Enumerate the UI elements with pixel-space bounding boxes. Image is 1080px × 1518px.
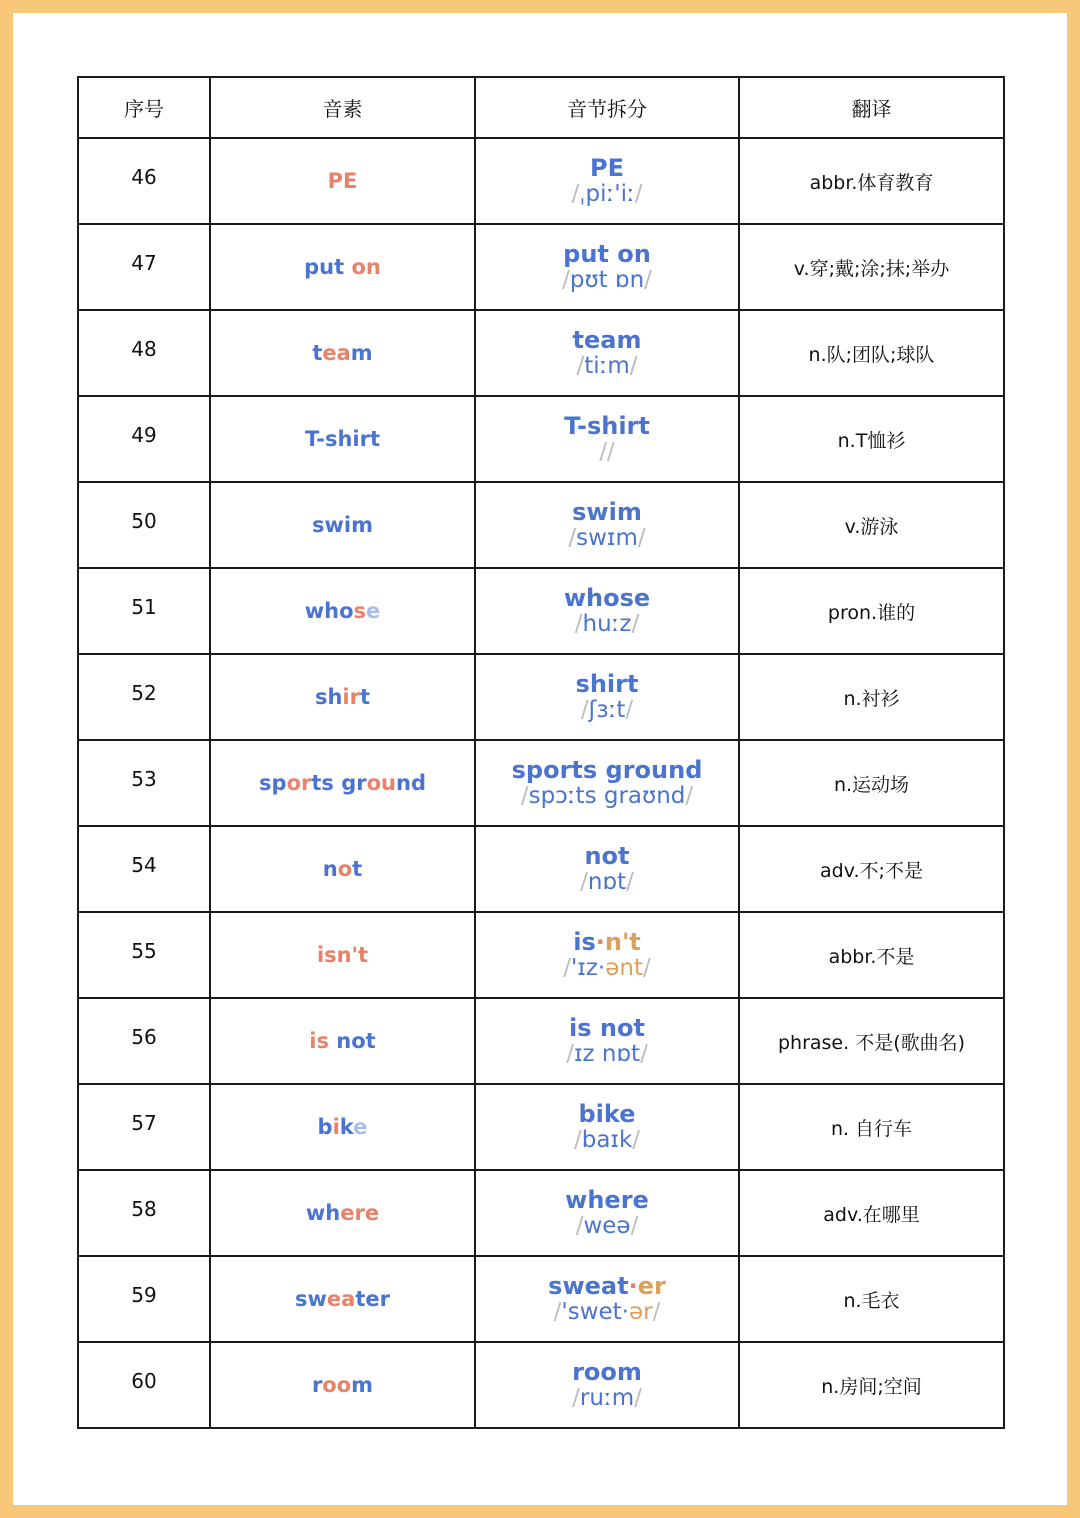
row-number-cell <box>78 1170 210 1256</box>
translation-cell <box>739 138 1004 224</box>
text-segment: huːz <box>582 611 632 637</box>
translation-cell <box>739 568 1004 654</box>
row-number-cell <box>78 1256 210 1342</box>
text-segment: wh <box>305 1201 341 1225</box>
slash-left: / <box>563 955 571 981</box>
slash-right: / <box>625 697 634 723</box>
syllable-cell <box>475 568 739 654</box>
row-number-cell <box>78 826 210 912</box>
slash-right: / <box>637 525 646 551</box>
row-number: 55 <box>131 939 157 963</box>
slash-left: / <box>574 611 583 637</box>
phonetic-transcription <box>476 611 738 637</box>
phoneme-cell <box>210 1170 475 1256</box>
translation-text: adv.不;不是 <box>820 859 923 882</box>
row-number-cell <box>78 740 210 826</box>
row-number: 54 <box>131 853 157 877</box>
phoneme-cell <box>210 1256 475 1342</box>
phoneme-word <box>211 1115 474 1139</box>
syllable-cell <box>475 224 739 310</box>
phoneme-word <box>211 599 474 623</box>
text-segment: PE <box>590 154 624 182</box>
slash-left: / <box>576 353 585 379</box>
slash-right: / <box>631 611 640 637</box>
phoneme-word <box>211 943 474 967</box>
text-segment: not <box>336 1029 376 1053</box>
header-phoneme: 音素 <box>210 77 475 138</box>
translation-text: pron.谁的 <box>827 601 916 624</box>
row-number-cell <box>78 998 210 1084</box>
slash-right: / <box>685 783 694 809</box>
syllable-cell <box>475 912 739 998</box>
text-segment: sp <box>259 771 287 795</box>
phoneme-word <box>211 685 474 709</box>
phonetic-transcription <box>476 439 738 465</box>
translation-text: adv.在哪里 <box>823 1203 920 1226</box>
translation-text: abbr.体育教育 <box>809 171 934 194</box>
slash-right: / <box>607 439 615 465</box>
text-segment: put on <box>563 240 651 268</box>
row-number: 47 <box>131 251 157 275</box>
header-row <box>78 77 1004 138</box>
phoneme-cell <box>210 310 475 396</box>
row-number: 52 <box>131 681 157 705</box>
translation-cell <box>739 1342 1004 1428</box>
phonetic-transcription <box>476 353 738 379</box>
table-row <box>78 224 1004 310</box>
syllable-word <box>476 241 738 267</box>
phoneme-cell <box>210 654 475 740</box>
text-segment: o <box>337 857 353 881</box>
text-segment: ər <box>629 1299 653 1325</box>
row-number: 56 <box>131 1025 157 1049</box>
table-body <box>78 138 1004 1428</box>
phonetic-transcription <box>476 525 738 551</box>
table-row <box>78 826 1004 912</box>
phoneme-word <box>211 1287 474 1311</box>
slash-right: / <box>652 1299 661 1325</box>
row-number-cell <box>78 396 210 482</box>
translation-cell <box>739 826 1004 912</box>
phonetic-transcription <box>476 1213 738 1239</box>
text-segment: room <box>572 1358 642 1386</box>
phoneme-cell <box>210 568 475 654</box>
row-number-cell <box>78 654 210 740</box>
translation-text: n.队;团队;球队 <box>808 343 935 366</box>
table-row <box>78 138 1004 224</box>
text-segment: where <box>565 1186 649 1214</box>
slash-right: / <box>629 353 638 379</box>
row-number: 57 <box>131 1111 157 1135</box>
translation-text: n.T恤衫 <box>837 429 906 452</box>
syllable-word <box>476 757 738 783</box>
text-segment: sh <box>314 685 343 709</box>
slash-right: / <box>640 1041 648 1067</box>
text-segment: not <box>584 842 630 870</box>
table-row <box>78 310 1004 396</box>
header-syllables: 音节拆分 <box>475 77 739 138</box>
text-segment: r <box>311 1373 323 1397</box>
text-segment: sw <box>295 1287 327 1311</box>
text-segment: n't <box>604 928 641 956</box>
text-segment: ruːm <box>579 1385 635 1411</box>
text-segment: · <box>628 1272 638 1300</box>
slash-right: / <box>630 1213 639 1239</box>
slash-left: / <box>573 1127 582 1153</box>
translation-cell <box>739 654 1004 740</box>
syllable-word <box>476 1015 738 1041</box>
translation-cell <box>739 310 1004 396</box>
syllable-cell <box>475 826 739 912</box>
text-segment: er <box>637 1272 666 1300</box>
slash-left: / <box>568 525 577 551</box>
translation-cell <box>739 912 1004 998</box>
phoneme-cell <box>210 138 475 224</box>
phonetic-transcription <box>476 1041 738 1067</box>
table-row <box>78 740 1004 826</box>
translation-text: n. 自行车 <box>830 1117 913 1140</box>
text-segment: tiːm <box>584 353 630 379</box>
row-number: 53 <box>131 767 157 791</box>
text-segment: · <box>595 928 605 956</box>
translation-cell <box>739 482 1004 568</box>
slash-right: / <box>644 267 652 293</box>
translation-text: n.衬衫 <box>843 687 900 710</box>
phoneme-word <box>211 169 474 193</box>
row-number-cell <box>78 1342 210 1428</box>
header-translation: 翻译 <box>739 77 1004 138</box>
vocabulary-table <box>77 76 1005 1429</box>
text-segment: t <box>312 341 323 365</box>
translation-text: n.运动场 <box>833 773 910 796</box>
text-segment: is <box>573 928 596 956</box>
phoneme-word <box>211 255 474 279</box>
syllable-cell <box>475 1342 739 1428</box>
phonetic-transcription <box>476 783 738 809</box>
phoneme-cell <box>210 1084 475 1170</box>
translation-text: n.毛衣 <box>843 1289 900 1312</box>
text-segment: isn't <box>316 943 369 967</box>
text-segment: i <box>332 1115 340 1139</box>
page-sheet <box>13 13 1067 1505</box>
text-segment: 'ɪz· <box>570 955 606 981</box>
slash-right: / <box>634 1385 642 1411</box>
table-row <box>78 1256 1004 1342</box>
syllable-word <box>476 1101 738 1127</box>
syllable-word <box>476 843 738 869</box>
table-row <box>78 482 1004 568</box>
syllable-word <box>476 499 738 525</box>
row-number-cell <box>78 482 210 568</box>
translation-cell <box>739 224 1004 310</box>
translation-text: n.房间;空间 <box>821 1375 922 1398</box>
syllable-cell <box>475 310 739 396</box>
text-segment: team <box>572 326 642 354</box>
text-segment: shirt <box>575 670 639 698</box>
text-segment: t <box>359 685 371 709</box>
slash-left: / <box>553 1299 562 1325</box>
text-segment: ˌpiː'iː <box>579 181 635 207</box>
text-segment: ere <box>340 1201 380 1225</box>
syllable-cell <box>475 396 739 482</box>
text-segment: nɒt <box>587 869 627 895</box>
syllable-word <box>476 327 738 353</box>
row-number-cell <box>78 310 210 396</box>
phonetic-transcription <box>476 181 738 207</box>
slash-left: / <box>580 697 589 723</box>
row-number: 49 <box>131 423 157 447</box>
text-segment: PE <box>327 169 358 193</box>
translation-cell <box>739 740 1004 826</box>
syllable-cell <box>475 1084 739 1170</box>
syllable-cell <box>475 482 739 568</box>
text-segment: swim <box>312 513 373 537</box>
text-segment: oo <box>322 1373 352 1397</box>
text-segment: who <box>304 599 354 623</box>
text-segment: whose <box>563 584 651 612</box>
text-segment: T-shirt <box>305 427 380 451</box>
phoneme-cell <box>210 482 475 568</box>
phoneme-word <box>211 1373 474 1397</box>
row-number-cell <box>78 138 210 224</box>
text-segment: baɪk <box>581 1127 633 1153</box>
phoneme-word <box>211 427 474 451</box>
row-number-cell <box>78 1084 210 1170</box>
translation-cell <box>739 396 1004 482</box>
syllable-word <box>476 929 738 955</box>
translation-cell <box>739 998 1004 1084</box>
phonetic-transcription <box>476 955 738 981</box>
syllable-cell <box>475 1256 739 1342</box>
slash-right: / <box>643 955 651 981</box>
slash-left: / <box>599 439 607 465</box>
text-segment: 'swet· <box>561 1299 629 1325</box>
text-segment: or <box>286 771 312 795</box>
text-segment: bike <box>578 1100 636 1128</box>
translation-text: v.游泳 <box>844 515 899 538</box>
text-segment: sweat <box>548 1272 629 1300</box>
text-segment: m <box>351 1373 374 1397</box>
text-segment: is not <box>569 1014 645 1042</box>
text-segment: ter <box>355 1287 390 1311</box>
table-row <box>78 396 1004 482</box>
row-number: 51 <box>131 595 157 619</box>
slash-left: / <box>566 1041 574 1067</box>
row-number-cell <box>78 912 210 998</box>
table-row <box>78 654 1004 740</box>
text-segment: ea <box>322 341 351 365</box>
slash-left: / <box>575 1213 584 1239</box>
phoneme-cell <box>210 826 475 912</box>
row-number: 46 <box>131 165 157 189</box>
phoneme-word <box>211 857 474 881</box>
text-segment: swɪm <box>576 525 638 551</box>
slash-left: / <box>571 181 580 207</box>
text-segment: ʃɜːt <box>588 697 626 723</box>
row-number: 48 <box>131 337 157 361</box>
text-segment: swim <box>572 498 642 526</box>
translation-cell <box>739 1170 1004 1256</box>
syllable-cell <box>475 998 739 1084</box>
text-segment: put <box>304 255 352 279</box>
text-segment: nd <box>396 771 426 795</box>
slash-left: / <box>572 1385 580 1411</box>
text-segment: e <box>366 599 381 623</box>
text-segment: t <box>352 857 363 881</box>
syllable-word <box>476 671 738 697</box>
text-segment: on <box>351 255 381 279</box>
syllable-word <box>476 1359 738 1385</box>
phoneme-word <box>211 513 474 537</box>
table-row <box>78 1170 1004 1256</box>
phonetic-transcription <box>476 1385 738 1411</box>
phoneme-word <box>211 771 474 795</box>
header-number: 序号 <box>78 77 210 138</box>
text-segment: s <box>353 599 367 623</box>
syllable-word <box>476 1273 738 1299</box>
text-segment: ir <box>342 685 360 709</box>
text-segment: sports ground <box>511 756 703 784</box>
text-segment: ɪz nɒt <box>573 1041 641 1067</box>
syllable-cell <box>475 740 739 826</box>
slash-right: / <box>626 869 634 895</box>
row-number-cell <box>78 224 210 310</box>
phonetic-transcription <box>476 1127 738 1153</box>
slash-right: / <box>634 181 643 207</box>
translation-text: v.穿;戴;涂;抹;举办 <box>793 257 950 280</box>
text-segment: m <box>350 341 373 365</box>
text-segment: ts gr <box>311 771 367 795</box>
phoneme-cell <box>210 998 475 1084</box>
text-segment: weə <box>583 1213 631 1239</box>
text-segment: ənt <box>605 955 643 981</box>
slash-right: / <box>632 1127 641 1153</box>
slash-left: / <box>562 267 570 293</box>
syllable-cell <box>475 138 739 224</box>
phonetic-transcription <box>476 869 738 895</box>
translation-cell <box>739 1084 1004 1170</box>
text-segment: e <box>353 1115 368 1139</box>
text-segment: ou <box>366 771 396 795</box>
text-segment: ea <box>326 1287 356 1311</box>
phoneme-word <box>211 1201 474 1225</box>
row-number: 50 <box>131 509 157 533</box>
table-row <box>78 1084 1004 1170</box>
slash-left: / <box>520 783 529 809</box>
row-number-cell <box>78 568 210 654</box>
phonetic-transcription <box>476 1299 738 1325</box>
translation-text: phrase. 不是(歌曲名) <box>777 1031 966 1054</box>
phoneme-cell <box>210 396 475 482</box>
phoneme-cell <box>210 224 475 310</box>
phonetic-transcription <box>476 267 738 293</box>
syllable-word <box>476 1187 738 1213</box>
syllable-word <box>476 585 738 611</box>
translation-cell <box>739 1256 1004 1342</box>
phoneme-cell <box>210 740 475 826</box>
row-number: 58 <box>131 1197 157 1221</box>
syllable-word <box>476 413 738 439</box>
text-segment: T-shirt <box>564 412 650 440</box>
phoneme-word <box>211 341 474 365</box>
table-row <box>78 568 1004 654</box>
row-number: 59 <box>131 1283 157 1307</box>
text-segment: pʊt ɒn <box>569 267 645 293</box>
slash-left: / <box>580 869 588 895</box>
phoneme-cell <box>210 1342 475 1428</box>
syllable-cell <box>475 1170 739 1256</box>
text-segment: b <box>317 1115 333 1139</box>
table-row <box>78 912 1004 998</box>
text-segment: is <box>309 1029 337 1053</box>
text-segment: n <box>322 857 338 881</box>
syllable-word <box>476 155 738 181</box>
translation-text: abbr.不是 <box>828 945 915 968</box>
table-row <box>78 1342 1004 1428</box>
row-number: 60 <box>131 1369 157 1393</box>
text-segment: spɔːts graʊnd <box>528 783 686 809</box>
table-row <box>78 998 1004 1084</box>
text-segment: k <box>339 1115 354 1139</box>
phonetic-transcription <box>476 697 738 723</box>
phoneme-cell <box>210 912 475 998</box>
phoneme-word <box>211 1029 474 1053</box>
syllable-cell <box>475 654 739 740</box>
